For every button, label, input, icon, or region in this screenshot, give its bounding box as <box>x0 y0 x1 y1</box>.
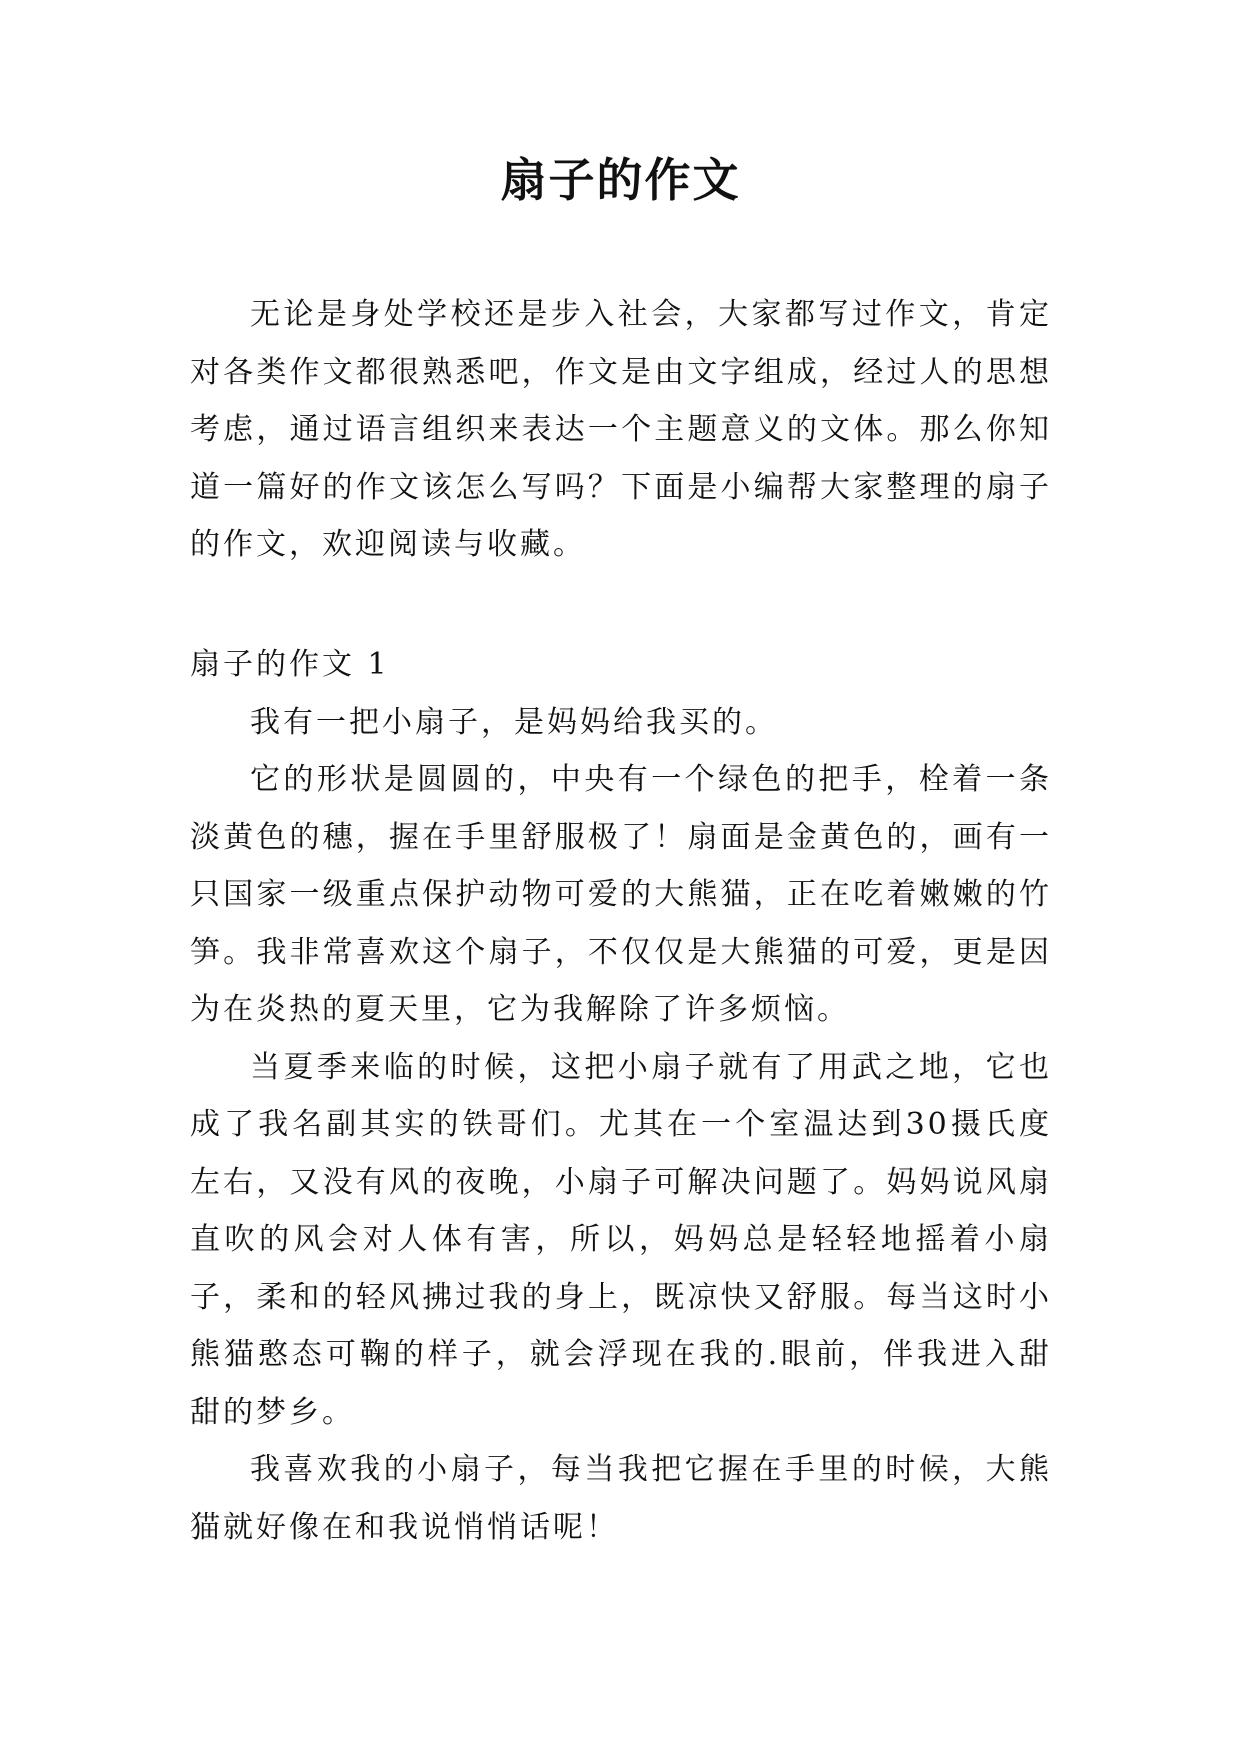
document-title: 扇子的作文 <box>500 153 741 207</box>
essay-paragraph-3: 当夏季来临的时候，这把小扇子就有了用武之地，它也成了我名副其实的铁哥们。尤其在一个室温达到30摄氏度左右，又没有风的夜晚，小扇子可解决问题了。妈妈说风扇直吹的风会对人体有害，所以，妈妈总是轻轻地摇着小扇子，柔和的轻风拂过我的身上，既凉快又舒服。每当这时小熊猫憨态可鞠的样子，就会浮现在我的.眼前，伴我进入甜甜的梦乡。 <box>190 1049 1052 1430</box>
intro-paragraph: 无论是身处学校还是步入社会，大家都写过作文，肯定对各类作文都很熟悉吧，作文是由文字组成，经过人的思想考虑，通过语言组织来表达一个主题意义的文体。那么你知道一篇好的作文该怎么写吗？下面是小编帮大家整理的扇子的作文，欢迎阅读与收藏。 <box>190 297 1052 562</box>
section-heading: 扇子的作文 1 <box>190 647 390 682</box>
essay-paragraph-4: 我喜欢我的小扇子，每当我把它握在手里的时候，大熊猫就好像在和我说悄悄话呢！ <box>190 1452 1052 1545</box>
essay-section <box>190 636 1052 1556</box>
essay-paragraph-1: 我有一把小扇子，是妈妈给我买的。 <box>250 704 778 740</box>
essay-paragraph-2: 它的形状是圆圆的，中央有一个绿色的把手，栓着一条淡黄色的穗，握在手里舒服极了！扇面是金黄色的，画有一只国家一级重点保护动物可爱的大熊猫，正在吃着嫩嫩的竹笋。我非常喜欢这个扇子，不仅仅是大熊猫的可爱，更是因为在炎热的夏天里，它为我解除了许多烦恼。 <box>190 762 1052 1027</box>
intro-block <box>190 286 1052 574</box>
